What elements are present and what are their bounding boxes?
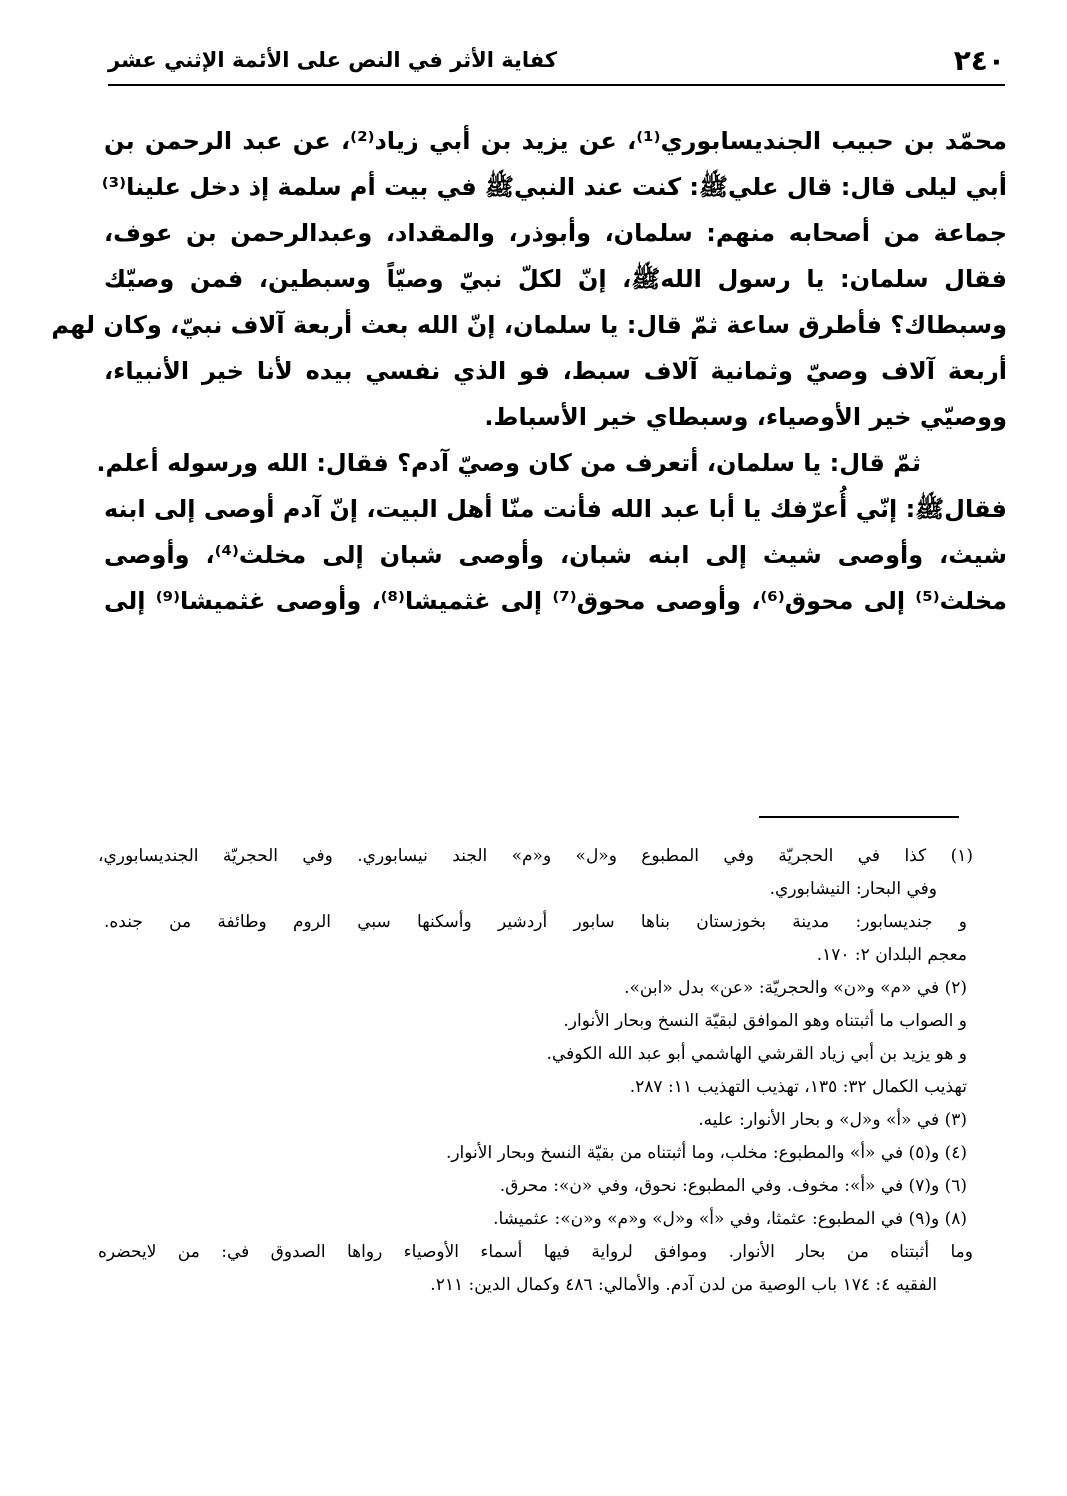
text-line: ووصيّي خير الأوصياء، وسبطاي خير الأسباط. <box>484 403 1007 431</box>
footnote-line: الفقيه ٤: ١٧٤ باب الوصية من لدن آدم. والأمالي: ٤٨٦ وكمال الدين: ٢١١. <box>430 1275 937 1295</box>
page-header <box>108 36 1005 84</box>
text-line: جماعة من أصحابه منهم: سلمان، وأبوذر، والمقداد، وعبدالرحمن بن عوف، <box>104 219 1007 247</box>
text-line: محمّد بن حبيب الجنديسابوري⁽¹⁾، عن يزيد بن أبي زياد⁽²⁾، عن عبد الرحمن بن <box>104 127 1008 155</box>
text-line: وسبطاك؟ فأطرق ساعة ثمّ قال: يا سلمان، إنّ الله بعث أربعة آلاف نبيّ، وكان لهم <box>51 311 1007 339</box>
footnote-line: (٨) و(٩) في المطبوع: عثمثا، وفي «أ» و«ل» و«م» و«ن»: عثميشا. <box>493 1209 967 1229</box>
text-line: فقال سلمان: يا رسول اللهﷺ، إنّ لكلّ نبيّ وصيّاً وسبطين، فمن وصيّك <box>104 265 1007 293</box>
main-text <box>51 118 1008 624</box>
text-line: مخلث⁽⁵⁾ إلى محوق⁽⁶⁾، وأوصى محوق⁽⁷⁾ إلى غثميشا⁽⁸⁾، وأوصى غثميشا⁽⁹⁾ إلى <box>104 587 1007 615</box>
text-line: فقالﷺ: إنّي أُعرّفك يا أبا عبد الله فأنت منّا أهل البيت، إنّ آدم أوصى إلى ابنه <box>104 495 1007 523</box>
text-line: شيث، وأوصى شيث إلى ابنه شبان، وأوصى شبان إلى مخلث⁽⁴⁾، وأوصى <box>104 541 1007 569</box>
running-title: كفاية الأثر في النص على الأئمة الإثني عشر <box>108 48 558 72</box>
footnote-line: و هو يزيد بن أبي زياد القرشي الهاشمي أبو عبد الله الكوفي. <box>546 1044 967 1064</box>
footnote-line: (٣) في «أ» و«ل» و بحار الأنوار: عليه. <box>698 1110 967 1130</box>
footnote-line: (٦) و(٧) في «أ»: مخوف. وفي المطبوع: نحوق، وفي «ن»: محرق. <box>499 1176 967 1196</box>
footnote-line: وفي البحار: النيشابوري. <box>769 879 937 899</box>
footnotes <box>98 840 973 1302</box>
header-rule <box>108 84 1005 86</box>
footnote-line: تهذيب الكمال ٣٢: ١٣٥، تهذيب التهذيب ١١: ٢٨٧. <box>629 1077 967 1097</box>
footnote-line: (٢) في «م» و«ن» والحجريّة: «عن» بدل «ابن». <box>624 978 967 998</box>
text-line: أربعة آلاف وصيّ وثمانية آلاف سبط، فو الذي نفسي بيده لأنا خير الأنبياء، <box>104 357 1007 385</box>
footnote-line: و الصواب ما أثبتناه وهو الموافق لبقيّة النسخ وبحار الأنوار. <box>563 1011 967 1031</box>
text-line: ثمّ قال: يا سلمان، أتعرف من كان وصيّ آدم؟ فقال: الله ورسوله أعلم. <box>96 449 921 477</box>
footnote-line: (١) كذا في الحجريّة وفي المطبوع و«ل» و«م» الجند نيسابوري. وفي الحجريّة الجنديسابوري، <box>98 846 973 866</box>
footnote-line: (٤) و(٥) في «أ» والمطبوع: مخلب، وما أثبتناه من بقيّة النسخ وبحار الأنوار. <box>445 1143 967 1163</box>
footnote-line: معجم البلدان ٢: ١٧٠. <box>816 945 967 965</box>
footnote-line: وما أثبتناه من بحار الأنوار. وموافق لرواية فيها أسماء الأوصياء رواها الصدوق في: من لايحضره <box>98 1242 973 1262</box>
page-number: ٢٤٠ <box>953 43 1005 77</box>
footnote-line: و جنديسابور: مدينة بخوزستان بناها سابور أردشير وأسكنها سبي الروم وطائفة من جنده. <box>104 912 967 932</box>
footnote-separator <box>759 816 959 818</box>
text-line: أبي ليلى قال: قال عليﷺ: كنت عند النبيﷺ في بيت أم سلمة إذ دخل علينا⁽³⁾ <box>101 173 1007 201</box>
